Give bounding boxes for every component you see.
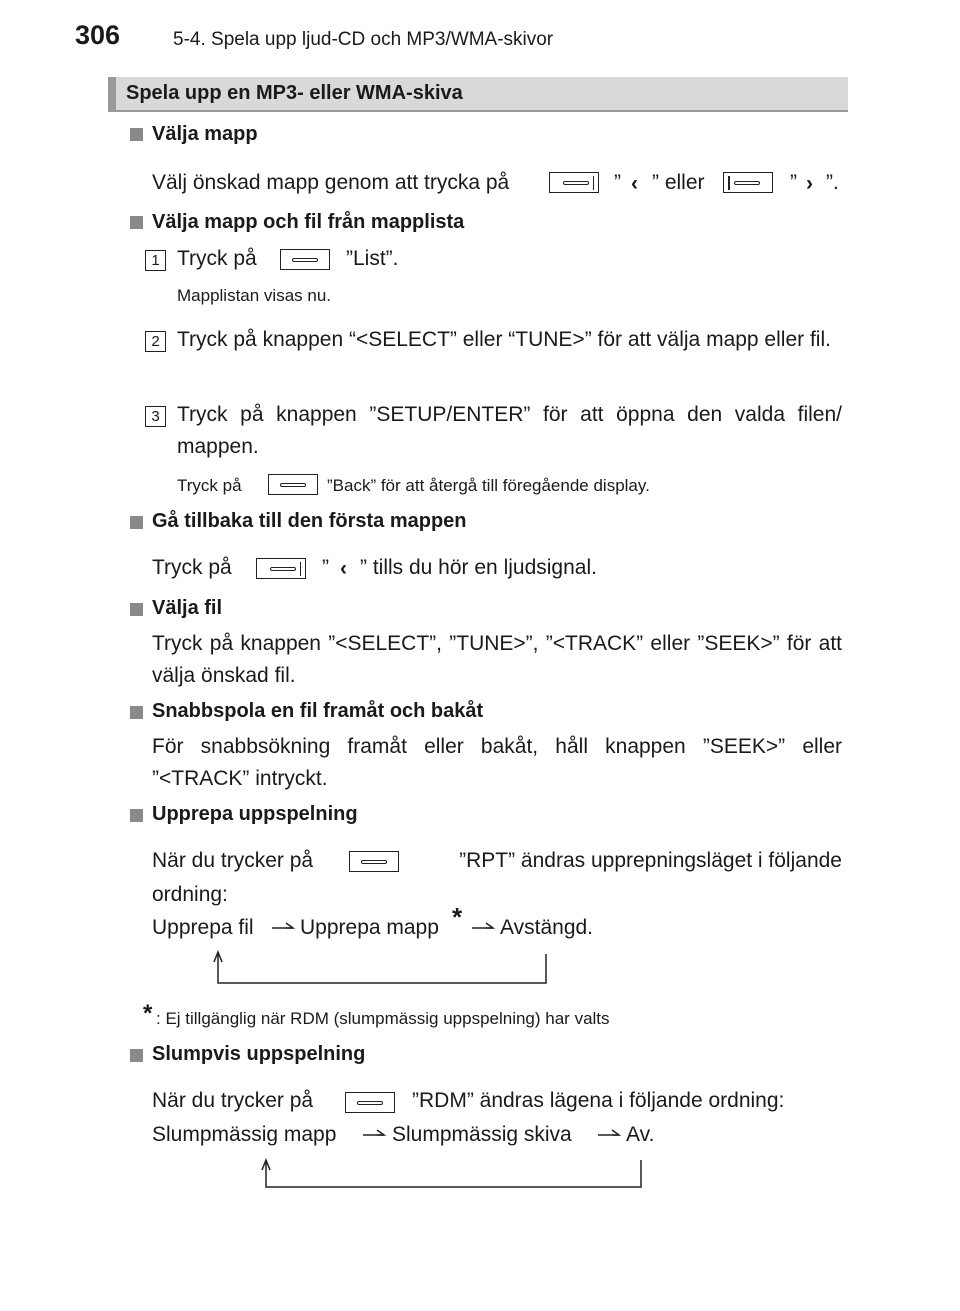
section-heading: Gå tillbaka till den första mappen [152,510,467,532]
step-number: 3 [145,406,166,427]
body-text: Tryck på [152,556,232,579]
body-text: När du trycker på [152,1089,314,1112]
quote-mark: ”. [826,171,839,194]
quote-mark: ” [614,171,621,194]
banner-title: Spela upp en MP3- eller WMA-skiva [126,82,463,104]
body-text: Välj önskad mapp genom att trycka på [152,171,510,194]
body-text: Tryck på knappen ”SETUP/ENTER” för att öppna den valda filen/ mappen. [177,403,842,458]
chevron-left-icon: ‹ [631,172,638,195]
body-text: Upprepa mapp [300,916,439,939]
page-number: 306 [75,20,121,50]
body-text: Avstängd. [500,916,594,939]
section-heading: Välja fil [152,597,223,619]
body-text: ”RDM” ändras lägena i följande ordning: [412,1089,785,1112]
footnote-asterisk: * [143,1000,153,1027]
body-text: Tryck på [177,247,257,270]
step-number: 2 [145,331,166,352]
right-arrow-icon [598,1128,622,1147]
body-text: Upprepa fil [152,916,254,939]
asterisk: * [452,902,463,932]
body-text: ”List”. [346,247,399,270]
square-bullet-icon [130,809,143,822]
square-bullet-icon [130,706,143,719]
button-icon [345,1092,395,1113]
body-text: Tryck på knappen “<SELECT” eller “TUNE>” för att välja mapp eller fil. [177,328,831,351]
banner-underline [108,110,848,112]
button-icon [549,172,599,193]
body-text: ” eller [652,171,705,194]
square-bullet-icon [130,128,143,141]
chevron-left-icon: ‹ [340,557,347,580]
body-text: ”RPT” ändras upprepningsläget i följande [459,849,842,872]
cycle-return-arrow [260,1158,648,1195]
body-text: ordning: [152,883,228,906]
note-text: Tryck på [177,476,242,495]
button-icon [268,474,318,495]
body-text: Av. [626,1123,655,1146]
section-heading: Välja mapp och fil från mapplista [152,211,465,233]
step-number: 1 [145,250,166,271]
body-text: Slumpmässig skiva [392,1123,572,1146]
cycle-return-arrow [212,950,552,991]
quote-mark: ” [790,171,797,194]
button-icon [349,851,399,872]
section-heading: Välja mapp [152,123,258,145]
chevron-right-icon: › [806,172,813,195]
chapter-title: 5-4. Spela upp ljud-CD och MP3/WMA-skivor [173,29,554,50]
right-arrow-icon [272,921,296,940]
square-bullet-icon [130,516,143,529]
square-bullet-icon [130,1049,143,1062]
section-heading: Snabbspola en fil framåt och bakåt [152,700,484,722]
body-text: Tryck på knappen ”<SELECT”, ”TUNE>”, ”<TRACK” eller ”SEEK>” för att välja önskad fil. [152,632,842,687]
quote-mark: ” [322,556,329,579]
button-icon [256,558,306,579]
section-heading: Slumpvis uppspelning [152,1043,366,1065]
footnote-text: : Ej tillgänglig när RDM (slumpmässig uppspelning) har valts [156,1009,610,1028]
body-text: För snabbsökning framåt eller bakåt, håll knappen ”SEEK>” eller ”<TRACK” intryckt. [152,735,842,790]
body-text: Slumpmässig mapp [152,1123,337,1146]
square-bullet-icon [130,603,143,616]
square-bullet-icon [130,216,143,229]
note-text: ”Back” för att återgå till föregående display. [327,476,650,495]
note-text: Mapplistan visas nu. [177,286,332,305]
body-text: När du trycker på [152,849,314,872]
right-arrow-icon [363,1128,387,1147]
button-icon [280,249,330,270]
body-text: ” tills du hör en ljudsignal. [360,556,597,579]
right-arrow-icon [472,921,496,940]
section-heading: Upprepa uppspelning [152,803,358,825]
button-icon [723,172,773,193]
